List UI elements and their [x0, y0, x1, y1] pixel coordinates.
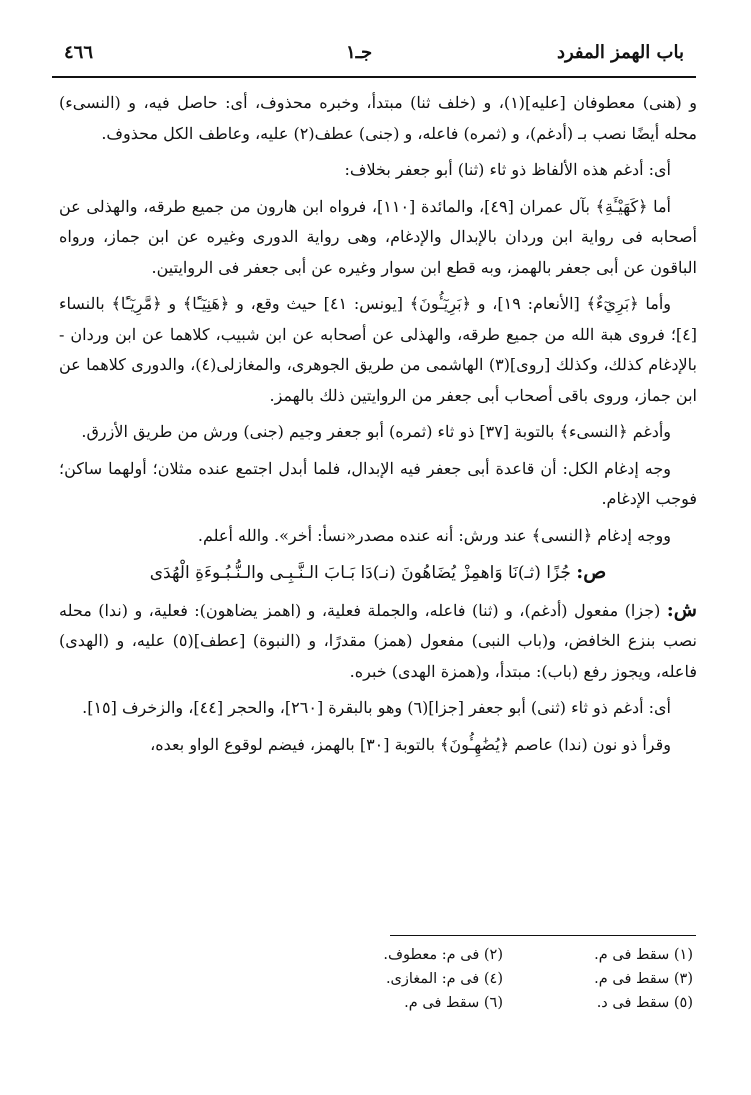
commentary-marker: ش: — [666, 598, 697, 621]
footnote — [313, 991, 503, 1015]
paragraph: أى: أدغم ذو ثاء (ثنى) أبو جعفر [جزا](٦) وهو بالبقرة [٢٦٠]، والحجر [٤٤]، والزخرف [١٥]. — [82, 698, 671, 717]
paragraph: أى: أدغم هذه الألفاظ ذو ثاء (ثنا) أبو جعفر بخلاف: — [344, 160, 671, 179]
footnote-text: سقط فى م. — [404, 995, 480, 1011]
paragraph: وأدغم ﴿النسىء﴾ بالتوبة [٣٧] ذو ثاء (ثمره) أبو جعفر وجيم (جنى) ورش من طريق الأزرق. — [81, 422, 671, 441]
footnote-text: سقط فى م. — [594, 947, 670, 963]
paragraph: ووجه إدغام ﴿النسى﴾ عند ورش: أنه عنده مصدر«نسأ: أخر». والله أعلم. — [197, 525, 671, 545]
paragraph: وجه إدغام الكل: أن قاعدة أبى جعفر فيه الإبدال، فلما أبدل اجتمع عنده مثلان؛ أولهما ساكن؛ فوجب الإدغام. — [59, 458, 697, 508]
footnote-rule — [390, 935, 696, 936]
footnotes — [133, 943, 693, 1015]
paragraph: أما ﴿كَهَيْـَٔةِ﴾ بآل عمران [٤٩]، والمائدة [١١٠]، فرواه ابن هارون من جميع طرقه، والهذلى عن أصحابه فى رواية ابن وردان بالإبدال والإدغام، وهى رواية الدورى وغيره عن ابن جماز، ورواه الباقون عن أبى جعفر بالهمز، وبه قطع ابن سوار وغيره عن أبى جعفر فى الروايتين. — [59, 196, 697, 277]
footnote-text: سقط فى م. — [594, 971, 670, 987]
paragraph: وقرأ ذو نون (ندا) عاصم ﴿يُضَٰهِـُٔونَ﴾ بالتوبة [٣٠] بالهمز، فيضم لوقوع الواو بعده، — [150, 734, 671, 754]
footnote-number: (٢) — [483, 947, 503, 963]
chapter-title: باب الهمز المفرد — [556, 42, 684, 63]
footnote-number: (١) — [673, 947, 693, 963]
volume-label: جـ١ — [346, 42, 373, 63]
footnote-number: (٤) — [483, 971, 503, 987]
verse-marker: ص: — [576, 561, 607, 583]
page-header — [64, 42, 684, 72]
footnote-row — [133, 991, 693, 1015]
footnote — [313, 967, 503, 991]
page-number: ٤٦٦ — [64, 42, 94, 63]
footnote — [503, 967, 693, 991]
commentary-text: (جزا) مفعول (أدغم)، و (ثنا) فاعله، والجملة فعلية، و (اهمز يضاهون): فعلية، و (ندا) محله نصب بنزع الخافض، و(باب النبى) مفعول (همز) مقدرًا، و (النبوة) [عطف](٥) عليه، و (الهدى) فاعله، ويجوز رفع (باب): مبتدأ، و(همزة الهدى) خبره. — [59, 600, 698, 681]
footnote-row — [133, 943, 693, 967]
verse-line — [59, 557, 697, 589]
footnote-text: سقط فى د. — [596, 995, 670, 1011]
header-rule — [52, 76, 696, 78]
commentary-paragraph — [59, 595, 697, 688]
footnote-text: فى م: معطوف. — [383, 947, 480, 963]
footnote — [313, 943, 503, 967]
paragraph: وأما ﴿بَرِيٓءٌ﴾ [الأنعام: ١٩]، و ﴿بَرِيٓـُٔونَ﴾ [يونس: ٤١] حيث وقع، و ﴿هَنِيٓـًٔا﴾ و ﴿مَّرِيٓـًٔا﴾ بالنساء [٤]؛ فروى هبة الله من جميع طرقه، والهذلى عن أصحابه عن ابن شبيب، كلاهما عن ابن وردان - بالإدغام كذلك، وكذلك [روى](٣) الهاشمى من طريق الجوهرى، والمغازلى(٤)، والدورى كلاهما عن ابن جماز، وروى باقى أصحاب أبى جعفر من الروايتين ذلك بالهمز. — [59, 294, 698, 405]
footnote — [503, 991, 693, 1015]
paragraph: و (هنى) معطوفان [عليه](١)، و (خلف ثنا) مبتدأ، وخبره محذوف، أى: حاصل فيه، و (النسىء) محله أيضًا نصب بـ (أدغم)، و (ثمره) فاعله، و (جنى) عطف(٢) عليه، وعاطف الكل محذوف. — [59, 93, 698, 143]
footnote-row — [133, 967, 693, 991]
footnote-number: (٣) — [673, 971, 693, 987]
footnote-number: (٥) — [673, 995, 693, 1011]
footnote — [503, 943, 693, 967]
verse-text: جُزًا (ثـ)نَا وَاهمِزْ يُضَاهُونَ (نـ)دَا بَـابَ الـنَّـبِـى والـنُّـبُـوءَةِ الْهُدَى — [149, 563, 571, 583]
footnote-number: (٦) — [483, 995, 503, 1011]
footnote-text: فى م: المغازى. — [385, 971, 480, 987]
main-text — [59, 88, 697, 766]
